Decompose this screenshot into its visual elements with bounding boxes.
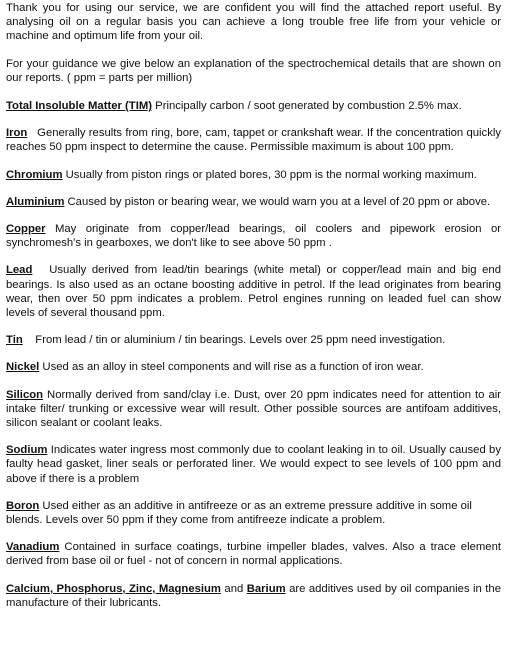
term-copper: Copper [6,223,46,236]
entry-iron [6,126,505,154]
desc-tim: Principally carbon / soot generated by combustion 2.5% max. [152,100,462,113]
entry-nickel [6,360,501,374]
desc-additives: are additives used by oil companies in the manufacture of their lubricants. [6,582,501,609]
term-silicon: Silicon [6,388,44,401]
entry-chromium [6,168,501,182]
entry-vanadium [6,540,501,568]
term-lead: Lead [6,264,33,277]
entry-copper [6,222,501,250]
term-chromium: Chromium [6,168,63,181]
entry-aluminium [6,195,501,209]
entry-lead [6,263,505,320]
term-iron: Iron [6,127,28,140]
term-sodium: Sodium [6,444,48,457]
term-barium: Barium [246,582,286,595]
desc-copper: May originate from copper/lead bearings, oil coolers and pipework erosion or synchromesh's in gearboxes, we don't like to see above 50 ppm . [6,223,501,250]
term-nickel: Nickel [6,361,40,374]
entry-tin [6,333,501,347]
desc-lead: Usually derived from lead/tin bearings (white metal) or copper/lead main and big end bearings. Is also used as an octane boosting additive in petrol. If the lead originates from bearing wear, then over 50 ppm indicates a problem. Petrol engines running on leaded fuel can show levels of several thousand ppm. [6,264,505,320]
entry-tim [6,99,501,113]
term-tin: Tin [6,334,23,347]
term-additives: Calcium, Phosphorus, Zinc, Magnesium [6,582,221,595]
entry-boron [6,499,501,527]
additives-conjunction: and [220,582,247,595]
desc-vanadium: Contained in surface coatings, turbine impeller blades, valves. Also a trace element derived from base oil or fuel - not of concern in normal applications. [6,541,501,568]
desc-boron: Used either as an additive in antifreeze or as an extreme pressure additive in some oil blends. Levels over 50 ppm if they come from antifreeze indicate a problem. [6,499,472,527]
term-tim: Total Insoluble Matter (TIM) [6,100,153,113]
guidance-paragraph: For your guidance we give below an explanation of the spectrochemical details that are shown on our reports. ( ppm = parts per million) [6,57,501,84]
desc-nickel: Used as an alloy in steel components and will rise as a function of iron wear. [39,361,424,374]
entry-sodium [6,443,501,486]
desc-chromium: Usually from piston rings or plated bores, 30 ppm is the normal working maximum. [62,168,477,181]
term-aluminium: Aluminium [6,195,65,208]
desc-aluminium: Caused by piston or bearing wear, we would warn you at a level of 20 ppm or above. [64,195,491,208]
desc-iron: Generally results from ring, bore, cam, tappet or crankshaft wear. If the concentration quickly reaches 50 ppm inspect to determine the cause. Permissible maximum is about 100 ppm. [6,127,505,154]
term-boron: Boron [6,499,40,512]
desc-sodium: Indicates water ingress most commonly due to coolant leaking in to oil. Usually caused by faulty head gasket, liner seals or perforated liner. We would expect to see levels of 100 ppm and above if there is a problem [6,444,501,485]
entry-silicon [6,388,501,431]
term-vanadium: Vanadium [6,541,60,554]
intro-paragraph: Thank you for using our service, we are confident you will find the attached report useful. By analysing oil on a regular basis you can achieve a long trouble free life from your vehicle or machine and optimum life from your oil. [6,2,501,43]
desc-silicon: Normally derived from sand/clay i.e. Dust, over 20 ppm indicates need for attention to air intake filter/ trunking or excessive wear will result. Other possible sources are antifoam additives, silicon sealant or coolant leaks. [6,388,501,430]
entry-additives [6,582,501,610]
desc-tin: From lead / tin or aluminium / tin bearings. Levels over 25 ppm need investigation. [22,334,446,347]
